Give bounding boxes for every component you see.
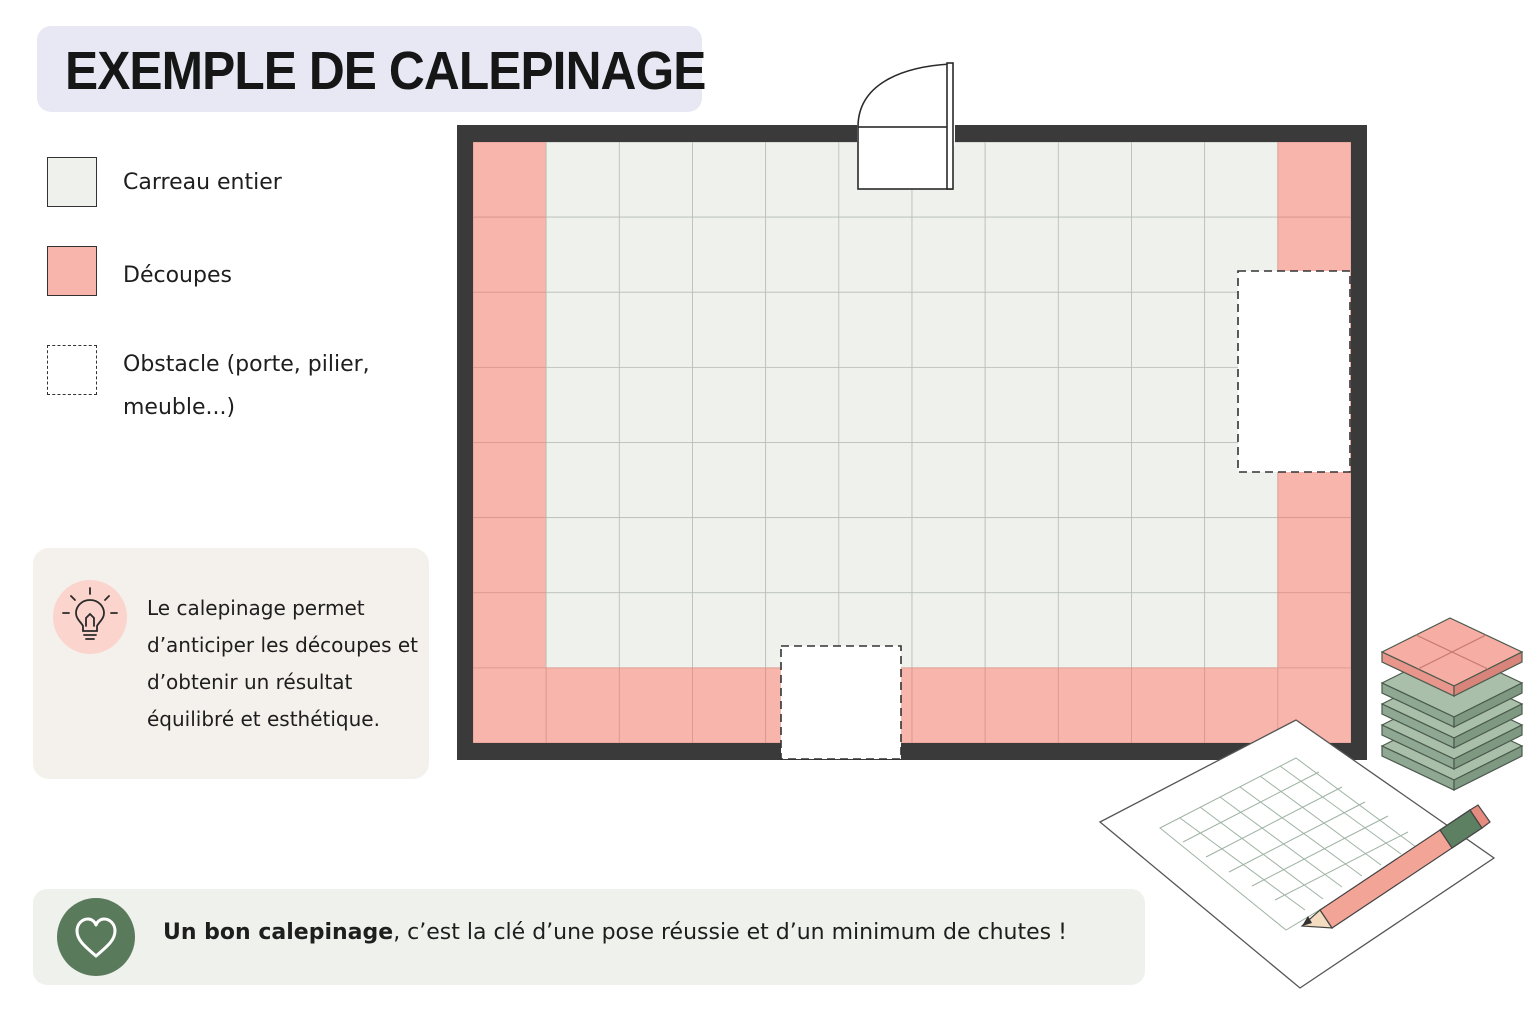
- full-tile: [1058, 367, 1131, 442]
- cut-tile: [693, 668, 766, 743]
- full-tile: [546, 292, 619, 367]
- legend-label-full-tile: Carreau entier: [123, 170, 282, 195]
- cut-tile: [1278, 518, 1351, 593]
- full-tile: [912, 443, 985, 518]
- full-tile: [619, 292, 692, 367]
- heart-icon: [57, 898, 135, 976]
- full-tile: [619, 217, 692, 292]
- full-tile: [1132, 292, 1205, 367]
- footer-message-bold: Un bon calepinage: [163, 920, 394, 945]
- cut-tile: [1278, 142, 1351, 217]
- full-tile: [912, 593, 985, 668]
- full-tile: [546, 518, 619, 593]
- full-tile: [693, 217, 766, 292]
- full-tile: [546, 217, 619, 292]
- full-tile: [619, 518, 692, 593]
- full-tile: [985, 292, 1058, 367]
- full-tile: [1132, 367, 1205, 442]
- cut-tile: [473, 142, 546, 217]
- full-tile: [1205, 142, 1278, 217]
- tile-stack-icon: [1382, 618, 1522, 790]
- full-tile: [912, 292, 985, 367]
- full-tile: [985, 367, 1058, 442]
- full-tile: [839, 443, 912, 518]
- full-tile: [1132, 443, 1205, 518]
- full-tile: [766, 443, 839, 518]
- tip-box: [33, 548, 429, 779]
- full-tile: [985, 593, 1058, 668]
- cut-tile: [473, 593, 546, 668]
- full-tile: [693, 443, 766, 518]
- full-tile-swatch: [47, 157, 97, 207]
- obstacle-bottom: [781, 646, 901, 759]
- full-tile: [766, 217, 839, 292]
- full-tile: [1058, 292, 1131, 367]
- full-tile: [839, 292, 912, 367]
- cut-tile: [985, 668, 1058, 743]
- full-tile: [546, 367, 619, 442]
- full-tile: [693, 593, 766, 668]
- cut-tile: [473, 518, 546, 593]
- legend-label-cut-tile: Découpes: [123, 263, 232, 288]
- full-tile: [1205, 518, 1278, 593]
- full-tile: [546, 142, 619, 217]
- full-tile: [1132, 142, 1205, 217]
- full-tile: [766, 142, 839, 217]
- full-tile: [693, 292, 766, 367]
- full-tile: [766, 367, 839, 442]
- footer-banner: [33, 889, 1145, 985]
- cut-tile: [473, 292, 546, 367]
- full-tile: [619, 367, 692, 442]
- cut-tile: [912, 668, 985, 743]
- footer-message: [163, 920, 1067, 945]
- obstacle-right: [1238, 271, 1350, 472]
- full-tile: [912, 367, 985, 442]
- full-tile: [693, 518, 766, 593]
- full-tile: [912, 518, 985, 593]
- full-tile: [839, 217, 912, 292]
- obstacle-swatch: [47, 345, 97, 395]
- cut-tile: [473, 668, 546, 743]
- full-tile: [1058, 217, 1131, 292]
- full-tile: [766, 518, 839, 593]
- full-tile: [985, 217, 1058, 292]
- full-tile: [693, 367, 766, 442]
- full-tile: [985, 443, 1058, 518]
- cut-tile-swatch: [47, 246, 97, 296]
- full-tile: [693, 142, 766, 217]
- full-tile: [619, 443, 692, 518]
- page-title: EXEMPLE DE CALEPINAGE: [65, 41, 706, 101]
- full-tile: [839, 518, 912, 593]
- full-tile: [985, 142, 1058, 217]
- footer-message-rest: , c’est la clé d’une pose réussie et d’un minimum de chutes !: [393, 920, 1067, 945]
- cut-tile: [546, 668, 619, 743]
- full-tile: [546, 593, 619, 668]
- legend-label-obstacle: Obstacle (porte, pilier, meuble...): [123, 352, 370, 420]
- full-tile: [1058, 142, 1131, 217]
- full-tile: [839, 367, 912, 442]
- plan-and-tiles-illustration: [1090, 610, 1530, 1000]
- tip-text: Le calepinage permet d’anticiper les découpes et d’obtenir un résultat équilibré et esthétique.: [147, 596, 418, 731]
- cut-tile: [473, 367, 546, 442]
- full-tile: [1058, 518, 1131, 593]
- full-tile: [1132, 518, 1205, 593]
- cut-tile: [619, 668, 692, 743]
- full-tile: [619, 593, 692, 668]
- full-tile: [1132, 217, 1205, 292]
- lightbulb-icon: [53, 580, 127, 654]
- full-tile: [985, 518, 1058, 593]
- cut-tile: [473, 217, 546, 292]
- full-tile: [1058, 443, 1131, 518]
- full-tile: [912, 217, 985, 292]
- full-tile: [619, 142, 692, 217]
- full-tile: [766, 292, 839, 367]
- full-tile: [546, 443, 619, 518]
- cut-tile: [473, 443, 546, 518]
